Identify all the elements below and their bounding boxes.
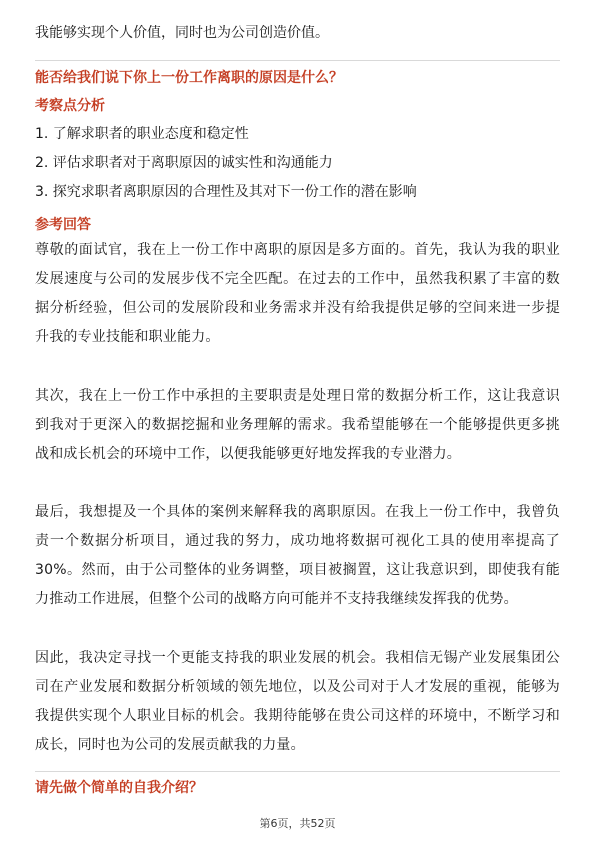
analysis-heading: 考察点分析 — [35, 98, 105, 114]
answer-paragraph: 其次，我在上一份工作中承担的主要职责是处理日常的数据分析工作，这让我意识到我对于更深入的数据挖掘和业务理解的需求。我希望能够在一个能够提供更多挑战和成长机会的环境中工作，以便我能够更好地发挥我的专业潜力。 — [35, 388, 560, 462]
page-number: 第6页，共52页 — [259, 817, 336, 830]
divider — [35, 60, 560, 61]
analysis-point: 1. 了解求职者的职业态度和稳定性 — [35, 126, 249, 142]
question-title: 能否给我们说下你上一份工作离职的原因是什么？ — [35, 70, 343, 86]
answer-paragraph: 尊敬的面试官，我在上一份工作中离职的原因是多方面的。首先，我认为我的职业发展速度与公司的发展步伐不完全匹配。在过去的工作中，虽然我积累了丰富的数据分析经验，但公司的发展阶段和业务需求并没有给我提供足够的空间来进一步提升我的专业技能和职业能力。 — [35, 242, 560, 345]
previous-answer-tail: 我能够实现个人价值，同时也为公司创造价值。 — [35, 25, 329, 41]
divider — [35, 771, 560, 772]
answer-heading: 参考回答 — [35, 217, 91, 233]
analysis-point: 2. 评估求职者对于离职原因的诚实性和沟通能力 — [35, 155, 333, 171]
analysis-point: 3. 探究求职者离职原因的合理性及其对下一份工作的潜在影响 — [35, 184, 417, 200]
answer-paragraph: 最后，我想提及一个具体的案例来解释我的离职原因。在我上一份工作中，我曾负责一个数据分析项目，通过我的努力，成功地将数据可视化工具的使用率提高了30%。然而，由于公司整体的业务调整，项目被搁置，这让我意识到，即使我有能力推动工作进展，但整个公司的战略方向可能并不支持我继续发挥我的优势。 — [35, 504, 560, 607]
answer-paragraph: 因此，我决定寻找一个更能支持我的职业发展的机会。我相信无锡产业发展集团公司在产业发展和数据分析领域的领先地位，以及公司对于人才发展的重视，能够为我提供实现个人职业目标的机会。我期待能够在贵公司这样的环境中，不断学习和成长，同时也为公司的发展贡献我的力量。 — [35, 650, 560, 753]
next-question-title: 请先做个简单的自我介绍？ — [35, 780, 203, 796]
